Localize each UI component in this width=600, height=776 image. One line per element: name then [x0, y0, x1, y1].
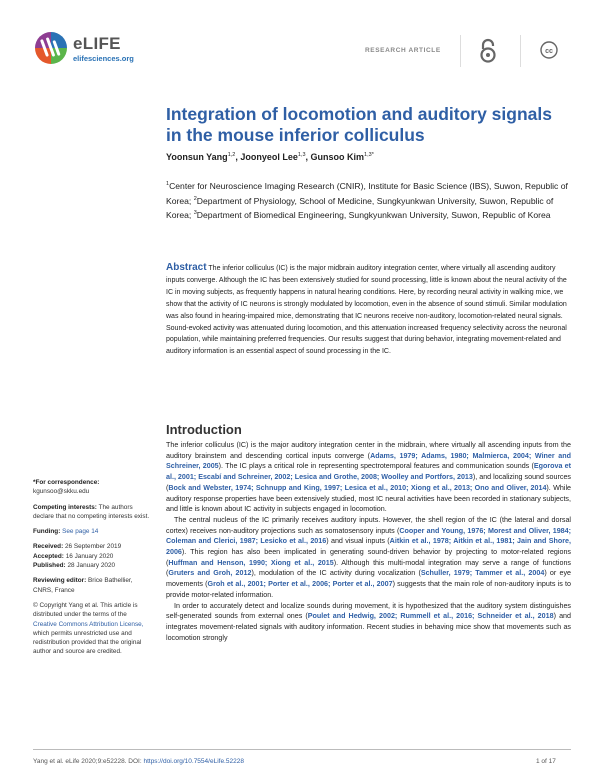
- citation-link[interactable]: Gruters and Groh, 2012: [168, 569, 252, 578]
- author-name[interactable]: Yoonsun Yang: [166, 152, 228, 162]
- paragraph-text: ). The IC plays a critical role in representing spectrotemporal features and communication sounds (: [218, 462, 534, 471]
- introduction-body: [166, 440, 571, 643]
- open-access-icon[interactable]: [478, 38, 498, 64]
- paragraph-text: ). Although this multi-modal integration may serve a range of functions (: [166, 558, 571, 578]
- paragraph-text: ) suggests that the main role of non-auditory inputs is to provide motor-related information.: [166, 580, 571, 599]
- citation-text: Yang et al. eLife 2020;9:e52228. DOI:: [33, 758, 144, 765]
- paragraph-text: ). While auditory response properties have been extensively studied, most IC neural activities have been recorded in stationary subjects, and little is known about IC activity in subjects engaged in locomotion.: [166, 483, 571, 514]
- introduction-paragraph: [166, 515, 571, 601]
- logo-text: eLIFE: [73, 34, 121, 53]
- competing-text: The authors declare that no competing interests exist.: [33, 503, 150, 520]
- citation-link[interactable]: Aitkin et al., 1978; Aitkin et al., 1981; Jain and Shore, 2006: [166, 537, 571, 557]
- page-number: 1 of 17: [536, 758, 556, 765]
- published-label: Published:: [33, 562, 66, 570]
- affiliations: [166, 178, 571, 222]
- paragraph-text: ), modulation of the IC activity during vocalization (: [251, 569, 421, 578]
- citation-link[interactable]: Huffman and Henson, 1990; Xiong et al., 2015: [168, 558, 334, 567]
- introduction-heading: Introduction: [166, 422, 242, 437]
- elife-logo[interactable]: [33, 30, 143, 70]
- introduction-paragraph: [166, 440, 571, 515]
- author-list: Yoonsun Yang$^{1,2}$, Joonyeol Lee$^{1,3}$, Gunsoo Kim$^{1,3*}$: [166, 152, 374, 162]
- paragraph-text: The central nucleus of the IC primarily receives auditory inputs. However, the shell region of the IC (the lateral and dorsal cortex) receives non-auditory projections such as somatosensory inputs (: [166, 515, 571, 535]
- author-name[interactable]: Joonyeol Lee: [240, 152, 298, 162]
- paragraph-text: ). This region has also been implicated in generating sound-driven behavior by projecting to motor-related regions (: [166, 548, 571, 567]
- affiliation: Center for Neuroscience Imaging Research (CNIR), Institute for Basic Science (IBS), Suwon, Republic of Korea;: [166, 180, 568, 206]
- received-date: 26 September 2019: [64, 543, 122, 551]
- paragraph-text: The inferior colliculus (IC) is the major auditory integration center in the midbrain, where virtually all ascending inputs from the auditory brainstem and descending cortical inputs converge (: [166, 441, 571, 460]
- reviewing-label: Reviewing editor:: [33, 577, 87, 585]
- dates-block: [33, 542, 151, 570]
- affiliation: Department of Physiology, School of Medicine, Sungkyunkwan University, Suwon, Republic of Korea;: [166, 195, 554, 221]
- footer-citation: [33, 758, 244, 765]
- footer-divider: [33, 749, 571, 750]
- logo-url[interactable]: elifesciences.org: [73, 54, 134, 63]
- correspondence-block: [33, 478, 151, 497]
- article-title: Integration of locomotion and auditory signals in the mouse inferior colliculus: [166, 104, 552, 145]
- citation-link[interactable]: Cooper and Young, 1976; Morest and Oliver, 1984; Coleman and Clerici, 1987; Lesicko et al., 2016: [166, 526, 571, 546]
- author-affil-sup: 1,2: [227, 152, 236, 158]
- author-affil-sup: 1,3: [297, 152, 306, 158]
- abstract: [166, 262, 571, 358]
- affiliation: Department of Biomedical Engineering, Sungkyunkwan University, Suwon, Republic of Korea: [196, 210, 551, 221]
- paragraph-text: ) and visual inputs (: [326, 537, 390, 546]
- affil-sup: 3: [193, 210, 197, 217]
- citation-link[interactable]: Groh et al., 2001; Porter et al., 2006; Porter et al., 2007: [207, 580, 393, 589]
- header-divider: [520, 35, 521, 67]
- article-info-sidebar: [33, 478, 151, 663]
- funding-block: [33, 527, 151, 536]
- published-date: 28 January 2020: [67, 562, 116, 570]
- svg-text:cc: cc: [545, 47, 553, 55]
- creative-commons-icon[interactable]: [540, 41, 558, 59]
- funding-label: Funding:: [33, 528, 61, 536]
- paragraph-text: ) and integrates movement-related signals with auditory information. Recent studies in behaving mice show that movements such as locomotion strongly: [166, 612, 571, 642]
- author-name[interactable]: Gunsoo Kim: [310, 152, 365, 162]
- doi-link[interactable]: https://doi.org/10.7554/eLife.52228: [143, 758, 244, 765]
- introduction-paragraph: [166, 601, 571, 644]
- paragraph-text: ), and localizing sound sources (: [166, 473, 571, 492]
- copyright-text-end: which permits unrestricted use and redistribution provided that the original author and source are credited.: [33, 629, 142, 656]
- accepted-date: 16 January 2020: [65, 552, 114, 560]
- elife-logo-icon: [33, 30, 69, 66]
- citation-link[interactable]: Schuller, 1979; Tammer et al., 2004: [420, 569, 545, 578]
- header-divider: [460, 35, 461, 67]
- affil-sup: 1: [166, 181, 170, 187]
- citation-link[interactable]: Poulet and Hedwig, 2002; Rummell et al., 2016; Schneider et al., 2018: [307, 612, 554, 621]
- citation-link[interactable]: Bock and Webster, 1974; Schnupp and King, 1997; Lesica et al., 2010; Xiong et al., 2013; Ono and Oliver, 2014: [168, 483, 547, 492]
- affil-sup: 2: [193, 195, 197, 202]
- citation-link[interactable]: Adams, 1979; Adams, 1980; Malmierca, 2004; Winer and Schreiner, 2005: [166, 451, 571, 471]
- funding-link[interactable]: See page 14: [62, 528, 99, 536]
- competing-interests-block: [33, 503, 151, 522]
- reviewing-text: Brice Bathellier, CNRS, France: [33, 577, 133, 594]
- citation-link[interactable]: Egorova et al., 2001; Escabí and Schreiner, 2002; Lesica and Grothe, 2008; Woolley and Portfors, 2013: [166, 462, 572, 482]
- correspondence-email[interactable]: kgunsoo@skku.edu: [33, 488, 90, 496]
- copyright-block: [33, 601, 151, 657]
- competing-label: Competing interests:: [33, 503, 97, 511]
- abstract-heading: Abstract: [166, 262, 207, 273]
- author-affil-sup: 1,3*: [364, 152, 374, 158]
- abstract-text: The inferior colliculus (IC) is the major midbrain auditory integration center, where virtually all ascending auditory inputs converge. Although the IC has been extensively studied for sound processing, little is known about the neural activity of the IC in moving subjects, as frequently happens in natural hearing conditions. Here, by recording neural activity in walking mice, we show that the activity of IC neurons is strongly modulated by locomotion, even in the absence of sound stimuli. Similar modulation was also found in hearing-impaired mice, demonstrating that IC neurons receive non-auditory, locomotion-related neural signals. Sound-evoked activity was attenuated during locomotion, and this attenuation increased frequency selectivity across the neuronal population, while maintaining preferred frequencies. Our results suggest that during behavior, integrating movement-related and auditory information is an essential aspect of sound processing in the IC.: [166, 265, 567, 356]
- paragraph-text: In order to accurately detect and localize sounds during movement, it is hypothesized that the auditory system distinguishes self-generated sounds from external ones (: [166, 601, 571, 621]
- accepted-label: Accepted:: [33, 552, 64, 560]
- received-label: Received:: [33, 543, 64, 551]
- copyright-text: © Copyright Yang et al. This article is distributed under the terms of the: [33, 601, 138, 619]
- correspondence-label: *For correspondence:: [33, 479, 100, 486]
- article-type-label: RESEARCH ARTICLE: [365, 47, 441, 54]
- paragraph-text: ) or eye movements (: [166, 569, 571, 589]
- reviewing-editor-block: [33, 576, 151, 595]
- license-link[interactable]: Creative Commons Attribution License,: [33, 620, 144, 628]
